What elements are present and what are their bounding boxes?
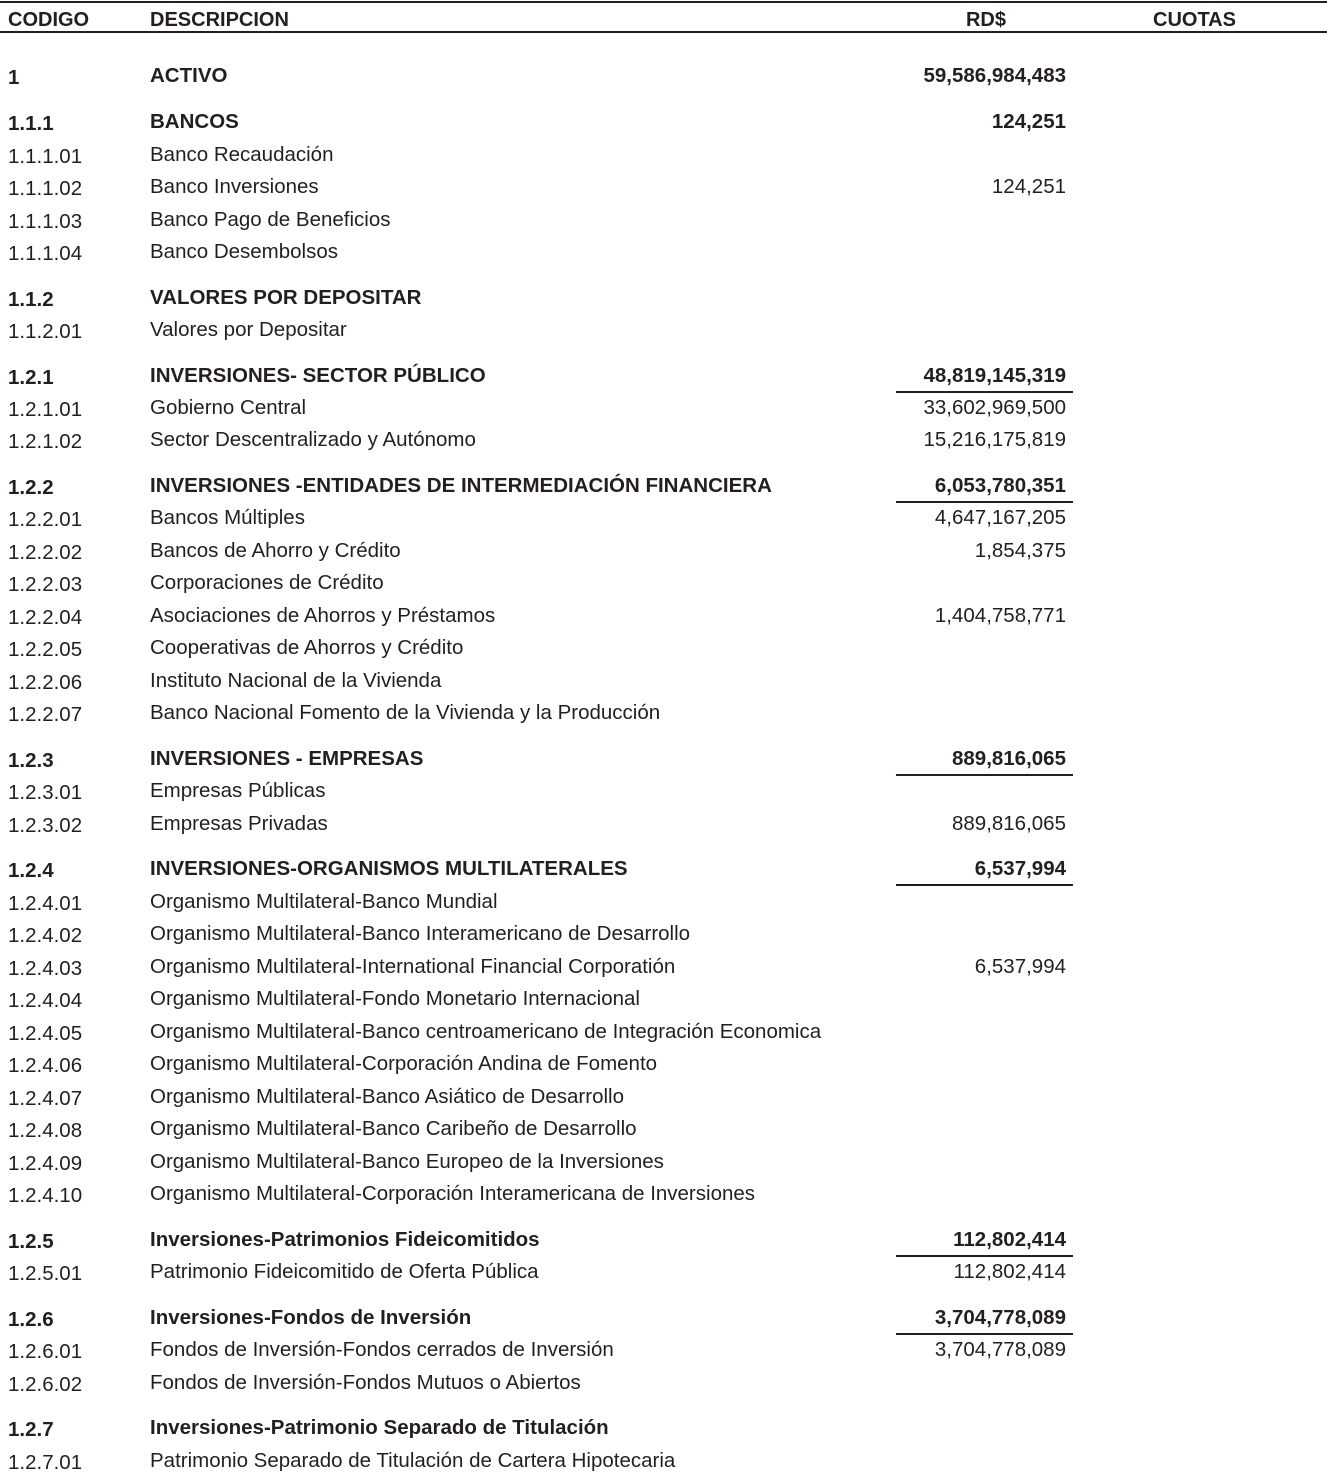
table-row (0, 1258, 1327, 1288)
table-row (0, 394, 1327, 424)
account-description: Organismo Multilateral-International Financial Corporatión (150, 955, 676, 978)
account-description: ACTIVO (150, 64, 228, 87)
account-value-rd: 3,704,778,089 (934, 1338, 1066, 1361)
table-row (0, 1148, 1327, 1178)
account-description: Fondos de Inversión-Fondos Mutuos o Abiertos (150, 1371, 581, 1394)
table-row (0, 504, 1327, 534)
account-value-rd: 112,802,414 (953, 1260, 1066, 1283)
header-rd: RD$ (965, 9, 1006, 31)
account-description: Asociaciones de Ahorros y Préstamos (150, 604, 496, 627)
table-row (0, 537, 1327, 567)
account-description: Organismo Multilateral-Banco Caribeño de Desarrollo (150, 1117, 637, 1140)
account-description: Inversiones-Patrimonios Fideicomitidos (150, 1228, 540, 1251)
account-code: 1.2.4 (8, 859, 54, 882)
subtotal-underline (896, 774, 1073, 776)
account-description: Organismo Multilateral-Fondo Monetario Internacional (150, 987, 640, 1010)
account-description: Organismo Multilateral-Corporación Andina de Fomento (150, 1052, 658, 1075)
account-description: Valores por Depositar (150, 318, 347, 341)
account-value-rd: 124,251 (991, 175, 1066, 198)
account-code: 1.2.2.05 (8, 638, 83, 661)
account-code: 1.1.1.04 (8, 242, 83, 265)
account-value-rd: 889,816,065 (951, 747, 1066, 770)
account-code: 1.1.1.03 (8, 210, 83, 233)
subtotal-underline (896, 391, 1073, 393)
account-description: Inversiones-Patrimonio Separado de Titulación (150, 1416, 609, 1439)
account-description: Banco Recaudación (150, 143, 334, 166)
account-description: Banco Nacional Fomento de la Vivienda y la Producción (150, 701, 661, 724)
account-code: 1.2.4.01 (8, 892, 83, 915)
account-value-rd: 33,602,969,500 (923, 396, 1066, 419)
account-description: INVERSIONES-ORGANISMOS MULTILATERALES (150, 857, 628, 880)
account-code: 1.2.4.03 (8, 957, 83, 980)
account-code: 1.2.5.01 (8, 1262, 83, 1285)
account-description: Banco Desembolsos (150, 240, 339, 263)
account-description: VALORES POR DEPOSITAR (150, 286, 422, 309)
account-value-rd: 889,816,065 (951, 812, 1066, 835)
account-code: 1.2.2.03 (8, 573, 83, 596)
account-code: 1.2.2 (8, 476, 54, 499)
table-row (0, 1447, 1327, 1477)
table-row (0, 173, 1327, 203)
group-row (0, 284, 1327, 314)
table-row (0, 1115, 1327, 1145)
account-code: 1.2.6 (8, 1308, 54, 1331)
group-row (0, 1304, 1327, 1334)
account-description: Instituto Nacional de la Vivienda (150, 669, 442, 692)
account-code: 1.2.1.02 (8, 430, 83, 453)
subtotal-underline (896, 1255, 1073, 1257)
account-description: Bancos de Ahorro y Crédito (150, 539, 401, 562)
account-description: Organismo Multilateral-Corporación Interamericana de Inversiones (150, 1182, 756, 1205)
table-row (0, 667, 1327, 697)
table-row (0, 141, 1327, 171)
account-value-rd: 1,854,375 (974, 539, 1066, 562)
account-description: Patrimonio Fideicomitido de Oferta Pública (150, 1260, 539, 1283)
table-row (0, 699, 1327, 729)
account-value-rd: 6,537,994 (974, 955, 1066, 978)
subtotal-underline (896, 501, 1073, 503)
account-description: Patrimonio Separado de Titulación de Cartera Hipotecaria (150, 1449, 676, 1472)
account-description: Empresas Privadas (150, 812, 328, 835)
subtotal-underline (896, 884, 1073, 886)
account-code: 1.2.3.02 (8, 814, 83, 837)
account-value-rd: 112,802,414 (953, 1228, 1066, 1251)
account-code: 1.2.2.06 (8, 671, 83, 694)
table-row (0, 920, 1327, 950)
subtotal-underline (896, 1333, 1073, 1335)
account-code: 1.1.2.01 (8, 320, 83, 343)
account-value-rd: 48,819,145,319 (923, 364, 1066, 387)
account-code: 1 (8, 66, 20, 89)
table-row (0, 238, 1327, 268)
account-value-rd: 59,586,984,483 (923, 64, 1066, 87)
account-code: 1.1.1.01 (8, 145, 83, 168)
account-description: Organismo Multilateral-Banco centroamericano de Integración Economica (150, 1020, 822, 1043)
account-description: Empresas Públicas (150, 779, 326, 802)
account-code: 1.2.4.05 (8, 1022, 83, 1045)
account-value-rd: 6,537,994 (974, 857, 1066, 880)
account-description: Cooperativas de Ahorros y Crédito (150, 636, 464, 659)
account-description: INVERSIONES - EMPRESAS (150, 747, 424, 770)
account-description: Inversiones-Fondos de Inversión (150, 1306, 472, 1329)
account-value-rd: 1,404,758,771 (934, 604, 1066, 627)
account-code: 1.2.4.02 (8, 924, 83, 947)
table-row (0, 953, 1327, 983)
account-value-rd: 4,647,167,205 (934, 506, 1066, 529)
table-row (0, 569, 1327, 599)
account-description: Organismo Multilateral-Banco Mundial (150, 890, 498, 913)
account-description: Organismo Multilateral-Banco Asiático de Desarrollo (150, 1085, 624, 1108)
table-row (0, 316, 1327, 346)
table-row (0, 1050, 1327, 1080)
group-row (0, 62, 1327, 92)
header-cuotas: CUOTAS (1153, 9, 1236, 31)
account-description: Fondos de Inversión-Fondos cerrados de Inversión (150, 1338, 614, 1361)
account-description: Banco Pago de Beneficios (150, 208, 391, 231)
group-row (0, 108, 1327, 138)
account-code: 1.2.4.06 (8, 1054, 83, 1077)
table-row (0, 206, 1327, 236)
table-row (0, 602, 1327, 632)
account-code: 1.2.4.10 (8, 1184, 83, 1207)
table-row (0, 1369, 1327, 1399)
table-row (0, 985, 1327, 1015)
account-code: 1.2.2.07 (8, 703, 83, 726)
account-value-rd: 3,704,778,089 (934, 1306, 1066, 1329)
account-code: 1.2.1 (8, 366, 54, 389)
account-code: 1.2.7.01 (8, 1451, 83, 1474)
table-row (0, 634, 1327, 664)
account-code: 1.2.3.01 (8, 781, 83, 804)
table-row (0, 1083, 1327, 1113)
account-code: 1.2.2.02 (8, 541, 83, 564)
account-description: INVERSIONES -ENTIDADES DE INTERMEDIACIÓN FINANCIERA (150, 474, 772, 497)
account-description: Sector Descentralizado y Autónomo (150, 428, 476, 451)
account-description: Corporaciones de Crédito (150, 571, 384, 594)
account-description: Organismo Multilateral-Banco Interamericano de Desarrollo (150, 922, 691, 945)
account-code: 1.2.5 (8, 1230, 54, 1253)
header-codigo: CODIGO (8, 9, 90, 31)
table-row (0, 1336, 1327, 1366)
account-value-rd: 15,216,175,819 (923, 428, 1066, 451)
account-code: 1.2.3 (8, 749, 54, 772)
account-code: 1.2.4.09 (8, 1152, 83, 1175)
account-code: 1.2.4.04 (8, 989, 83, 1012)
account-code: 1.1.2 (8, 288, 54, 311)
account-value-rd: 124,251 (991, 110, 1066, 133)
table-row (0, 426, 1327, 456)
group-row (0, 1226, 1327, 1256)
header-descripcion: DESCRIPCION (150, 9, 289, 31)
account-code: 1.2.4.07 (8, 1087, 83, 1110)
account-description: BANCOS (150, 110, 239, 133)
account-value-rd: 6,053,780,351 (934, 474, 1066, 497)
group-row (0, 1414, 1327, 1444)
account-code: 1.2.7 (8, 1418, 54, 1441)
account-code: 1.1.1 (8, 112, 54, 135)
account-code: 1.2.6.01 (8, 1340, 83, 1363)
group-row (0, 362, 1327, 392)
account-description: Banco Inversiones (150, 175, 319, 198)
group-row (0, 745, 1327, 775)
account-code: 1.2.2.04 (8, 606, 83, 629)
table-row (0, 1180, 1327, 1210)
account-code: 1.2.1.01 (8, 398, 83, 421)
account-code: 1.1.1.02 (8, 177, 83, 200)
table-row (0, 810, 1327, 840)
account-description: INVERSIONES- SECTOR PÚBLICO (150, 364, 486, 387)
account-description: Gobierno Central (150, 396, 307, 419)
group-row (0, 472, 1327, 502)
table-row (0, 777, 1327, 807)
group-row (0, 855, 1327, 885)
table-row (0, 888, 1327, 918)
account-description: Organismo Multilateral-Banco Europeo de la Inversiones (150, 1150, 664, 1173)
account-description: Bancos Múltiples (150, 506, 305, 529)
account-code: 1.2.2.01 (8, 508, 83, 531)
table-row (0, 1018, 1327, 1048)
account-code: 1.2.4.08 (8, 1119, 83, 1142)
account-code: 1.2.6.02 (8, 1373, 83, 1396)
